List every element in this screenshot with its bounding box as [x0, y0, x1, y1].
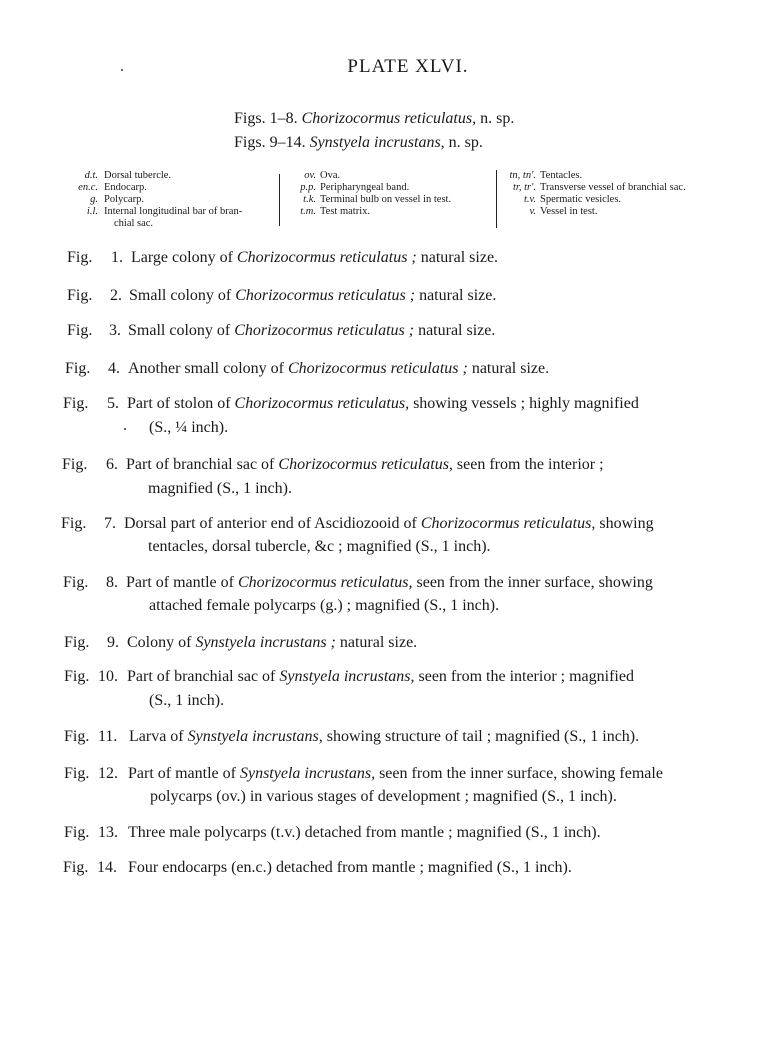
caption-species: Chorizocormus reticulatus ;: [235, 287, 416, 304]
fig-label: Fig.: [67, 249, 93, 266]
legend-desc: chial sac.: [114, 218, 154, 229]
caption-pre: Dorsal part of anterior end of Ascidiozooid of: [124, 515, 421, 532]
subtitle-line-1: [234, 110, 514, 128]
legend-entry: [60, 170, 280, 182]
fig-number: 1.: [111, 249, 123, 266]
fig-label: Fig.: [63, 859, 89, 876]
fig-number: 6.: [106, 456, 118, 473]
legend-abbr: tn, tn′.: [509, 170, 536, 181]
fig-label: Fig.: [67, 287, 93, 304]
legend-abbr: t.v.: [523, 194, 536, 205]
legend-desc: Ova.: [320, 170, 341, 181]
legend-desc: Test matrix.: [320, 206, 371, 217]
legend-divider: [279, 174, 280, 226]
legend-column-2: [282, 170, 492, 218]
fig-label: Fig.: [64, 728, 90, 745]
subtitle-suffix: n. sp.: [448, 134, 483, 151]
caption-species: Synstyela incrustans ;: [195, 634, 336, 651]
fig-number: 2.: [110, 287, 122, 304]
legend-abbr: p.p.: [300, 182, 316, 193]
legend-entry: [60, 182, 280, 194]
fig-caption-continued: attached female polycarps (g.) ; magnified (S., 1 inch).: [149, 597, 500, 614]
caption-species: Chorizocormus reticulatus ;: [236, 249, 417, 266]
legend-abbr: tr, tr′.: [512, 182, 536, 193]
fig-number: 12.: [98, 765, 118, 782]
subtitle-figs: Figs. 1–8.: [234, 110, 298, 127]
legend-abbr: t.m.: [300, 206, 316, 217]
subtitle-species: Synstyela incrustans,: [309, 134, 445, 151]
caption-species: Synstyela incrustans,: [239, 765, 376, 782]
legend-entry: [498, 194, 738, 206]
plate-title: PLATE XLVI.: [347, 56, 469, 77]
fig-label: Fig.: [65, 360, 91, 377]
fig-caption: [129, 285, 496, 307]
caption-post: showing structure of tail ; magnified (S., 1 inch).: [322, 728, 640, 745]
caption-pre: Small colony of: [128, 322, 235, 339]
fig-caption-continued: (S., 1 inch).: [149, 692, 225, 709]
fig-caption: [124, 513, 654, 535]
caption-species: Chorizocormus reticulatus,: [278, 456, 453, 473]
caption-pre: Large colony of: [131, 249, 237, 266]
caption-post: natural size.: [415, 287, 497, 304]
stray-mark: [124, 428, 126, 430]
caption-post: seen from the interior ;: [452, 456, 604, 473]
legend-abbr: t.k.: [303, 194, 316, 205]
legend-entry: [282, 194, 492, 206]
legend-column-1: [60, 170, 280, 230]
fig-number: 14.: [97, 859, 117, 876]
legend-entry: [60, 206, 280, 218]
caption-species: Chorizocormus reticulatus,: [234, 395, 410, 412]
caption-pre: Another small colony of: [128, 360, 288, 377]
fig-number: 11.: [98, 728, 118, 745]
subtitle-suffix: n. sp.: [480, 110, 515, 127]
fig-caption: [127, 666, 634, 688]
fig-caption-continued: magnified (S., 1 inch).: [148, 480, 292, 497]
fig-label: Fig.: [64, 824, 90, 841]
caption-pre: Part of mantle of: [126, 574, 238, 591]
fig-number: 4.: [108, 360, 120, 377]
caption-post: seen from the inner surface, showing: [412, 574, 653, 591]
fig-caption-continued: tentacles, dorsal tubercle, &c ; magnified (S., 1 inch).: [148, 538, 491, 555]
caption-pre: Part of stolon of: [127, 395, 235, 412]
legend-abbr: d.t.: [84, 170, 98, 181]
legend-entry: [60, 194, 280, 206]
legend-entry: [282, 170, 492, 182]
legend-entry: [282, 182, 492, 194]
fig-label: Fig.: [64, 668, 90, 685]
caption-species: Chorizocormus reticulatus ;: [234, 322, 415, 339]
caption-species: Chorizocormus reticulatus,: [420, 515, 596, 532]
legend-desc: Terminal bulb on vessel in test.: [320, 194, 452, 205]
caption-pre: Four endocarps (en.c.) detached from mantle ; magnified (S., 1 inch).: [128, 859, 572, 876]
fig-number: 5.: [107, 395, 119, 412]
legend-desc: Peripharyngeal band.: [320, 182, 410, 193]
caption-species: Synstyela incrustans,: [279, 668, 415, 685]
caption-species: Chorizocormus reticulatus,: [237, 574, 413, 591]
legend-abbr: v.: [529, 206, 536, 217]
caption-species: Synstyela incrustans,: [187, 728, 323, 745]
fig-caption-continued: polycarps (ov.) in various stages of development ; magnified (S., 1 inch).: [150, 788, 617, 805]
fig-label: Fig.: [63, 574, 89, 591]
subtitle-species: Chorizocormus reticulatus,: [301, 110, 477, 127]
legend-desc: Tentacles.: [540, 170, 583, 181]
subtitle-line-2: [234, 134, 483, 152]
legend-entry: [282, 206, 492, 218]
caption-post: showing vessels ; highly magnified: [409, 395, 639, 412]
legend-desc: Endocarp.: [104, 182, 147, 193]
fig-caption: [127, 393, 639, 415]
fig-number: 8.: [106, 574, 118, 591]
legend-entry: [498, 182, 738, 194]
legend-desc: Polycarp.: [104, 194, 144, 205]
legend-divider: [496, 170, 497, 228]
caption-pre: Part of branchial sac of: [127, 668, 280, 685]
fig-label: Fig.: [64, 634, 90, 651]
fig-caption: [126, 572, 653, 594]
caption-post: showing: [595, 515, 654, 532]
fig-caption: [131, 247, 498, 269]
legend-abbr: g.: [90, 194, 98, 205]
legend-abbr: i.l.: [86, 206, 98, 217]
fig-caption: [128, 857, 572, 879]
fig-caption: [127, 632, 417, 654]
fig-number: 7.: [104, 515, 116, 532]
fig-caption: [128, 358, 549, 380]
fig-label: Fig.: [61, 515, 87, 532]
fig-label: Fig.: [67, 322, 93, 339]
legend-column-3: [498, 170, 738, 218]
caption-post: natural size.: [414, 322, 496, 339]
fig-caption: [126, 454, 604, 476]
legend-entry: [60, 218, 280, 230]
caption-post: seen from the inner surface, showing female: [375, 765, 663, 782]
caption-pre: Colony of: [127, 634, 196, 651]
fig-number: 3.: [109, 322, 121, 339]
legend-abbr: ov.: [304, 170, 316, 181]
caption-pre: Larva of: [129, 728, 188, 745]
legend-desc: Dorsal tubercle.: [104, 170, 172, 181]
caption-post: natural size.: [467, 360, 550, 377]
fig-number: 10.: [98, 668, 118, 685]
fig-label: Fig.: [63, 395, 89, 412]
fig-caption: [128, 763, 663, 785]
legend-desc: Internal longitudinal bar of bran-: [104, 206, 243, 217]
caption-species: Chorizocormus reticulatus ;: [287, 360, 468, 377]
fig-caption: [128, 320, 495, 342]
legend-desc: Spermatic vesicles.: [540, 194, 622, 205]
caption-pre: Part of mantle of: [128, 765, 240, 782]
subtitle-figs: Figs. 9–14.: [234, 134, 306, 151]
fig-caption: [129, 726, 639, 748]
caption-post: natural size.: [335, 634, 418, 651]
caption-pre: Small colony of: [129, 287, 236, 304]
fig-number: 9.: [107, 634, 119, 651]
fig-caption: [128, 822, 601, 844]
caption-post: natural size.: [416, 249, 499, 266]
legend-abbr: en.c.: [78, 182, 98, 193]
fig-number: 13.: [98, 824, 118, 841]
legend-desc: Transverse vessel of branchial sac.: [540, 182, 686, 193]
fig-caption-continued: (S., ¼ inch).: [149, 419, 229, 436]
fig-label: Fig.: [64, 765, 90, 782]
caption-pre: Part of branchial sac of: [126, 456, 279, 473]
legend-desc: Vessel in test.: [540, 206, 598, 217]
caption-pre: Three male polycarps (t.v.) detached from mantle ; magnified (S., 1 inch).: [128, 824, 601, 841]
legend-entry: [498, 206, 738, 218]
fig-label: Fig.: [62, 456, 88, 473]
caption-post: seen from the interior ; magnified: [414, 668, 634, 685]
legend-entry: [498, 170, 738, 182]
